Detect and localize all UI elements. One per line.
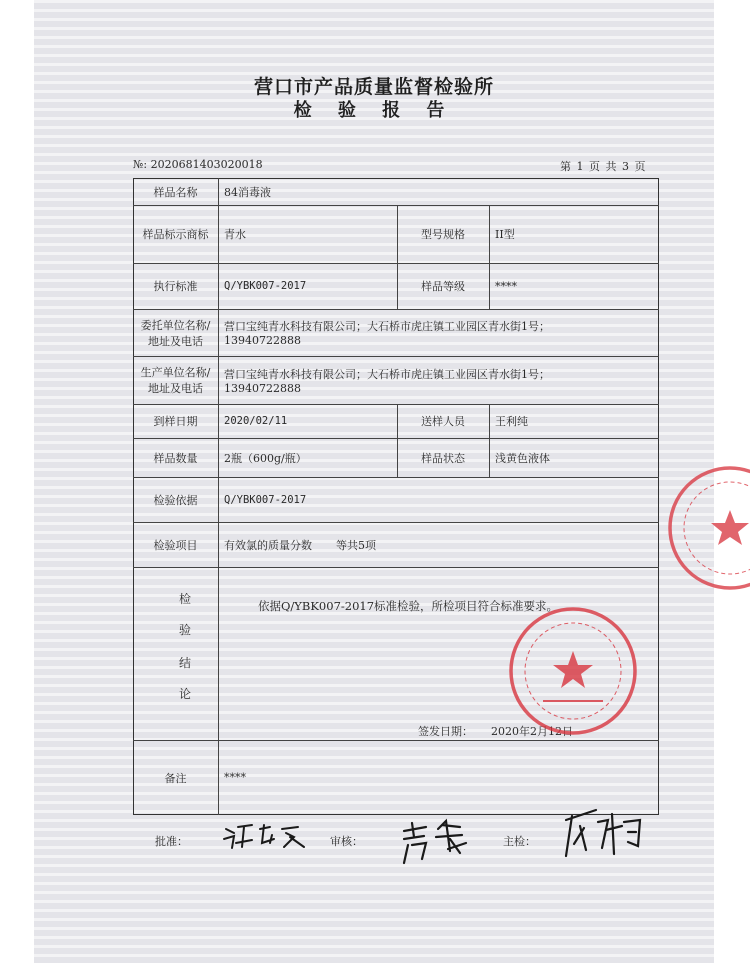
basis-value: Q/YBK007-2017: [224, 493, 307, 506]
producer-label-line2: 地址及电话: [148, 382, 203, 395]
producer-label-line1: 生产单位名称/: [140, 366, 211, 379]
standard-label: 执行标准: [153, 280, 198, 293]
client-name-address: 营口宝纯青水科技有限公司；大石桥市虎庄镇工业园区青水街1号；: [224, 320, 550, 333]
sample-name-value: 84消毒液: [224, 185, 271, 199]
quantity-label: 样品数量: [153, 451, 198, 465]
remarks-label: 备注: [164, 771, 187, 785]
model-value: II型: [495, 228, 515, 241]
producer-phone: 13940722888: [224, 381, 301, 395]
grade-value: ****: [495, 279, 517, 293]
chief-label: 主检：: [503, 835, 536, 848]
sender-label: 送样人员: [421, 415, 465, 428]
conclusion-text: 依据Q/YBK007-2017标准检验，所检项目符合标准要求。: [258, 599, 559, 613]
sign-date: 2020年2月12日: [491, 725, 573, 738]
edge-stamp: [664, 462, 750, 594]
trademark-label: 样品标示商标: [142, 228, 209, 241]
sign-date-label: 签发日期：: [418, 725, 473, 738]
quantity-value: 2瓶（600g/瓶）: [224, 451, 307, 465]
client-value: [218, 309, 659, 356]
items-text: 有效氯的质量分数: [224, 538, 312, 552]
official-stamp: [507, 605, 639, 737]
items-label: 检验项目: [153, 538, 198, 552]
trademark-value: 青水: [224, 228, 246, 241]
sample-name-label: 样品名称: [153, 185, 198, 199]
remarks-value: ****: [224, 771, 246, 784]
org-title: 营口市产品质量监督检验所: [253, 76, 494, 98]
conclusion-label-char: 论: [178, 687, 191, 701]
model-label: 型号规格: [421, 228, 465, 241]
conclusion-label-char: 检: [178, 592, 191, 606]
grade-label: 样品等级: [421, 280, 465, 293]
client-phone: 13940722888: [224, 334, 301, 347]
producer-value: [218, 356, 659, 404]
client-label: [133, 309, 218, 356]
state-value: 浅黄色液体: [495, 451, 550, 465]
report-number: №: 2020681403020018: [133, 158, 263, 171]
producer-name-address: 营口宝纯青水科技有限公司；大石桥市虎庄镇工业园区青水街1号；: [224, 367, 550, 381]
page-info: 第 1 页 共 3 页: [560, 160, 647, 173]
chief-signature: [550, 800, 650, 870]
report-title: 检 验 报 告: [293, 100, 455, 121]
items-value: [218, 522, 659, 567]
basis-label: 检验依据: [153, 493, 198, 507]
standard-value: Q/YBK007-2017: [224, 280, 307, 292]
arrival-date-value: 2020/02/11: [224, 415, 288, 427]
items-count: 等共5项: [336, 538, 376, 552]
conclusion-label-char: 验: [178, 623, 191, 637]
review-label: 审核：: [330, 835, 363, 848]
arrival-date-label: 到样日期: [153, 415, 198, 428]
state-label: 样品状态: [421, 451, 465, 465]
producer-label: [133, 356, 218, 404]
approver-signature: [222, 815, 312, 855]
conclusion-label-char: 结: [178, 656, 191, 670]
sender-value: 王利纯: [495, 415, 528, 428]
client-label-line2: 地址及电话: [148, 334, 203, 348]
reviewer-signature: [398, 815, 478, 870]
approve-label: 批准：: [155, 835, 188, 848]
client-label-line1: 委托单位名称/: [140, 318, 211, 332]
